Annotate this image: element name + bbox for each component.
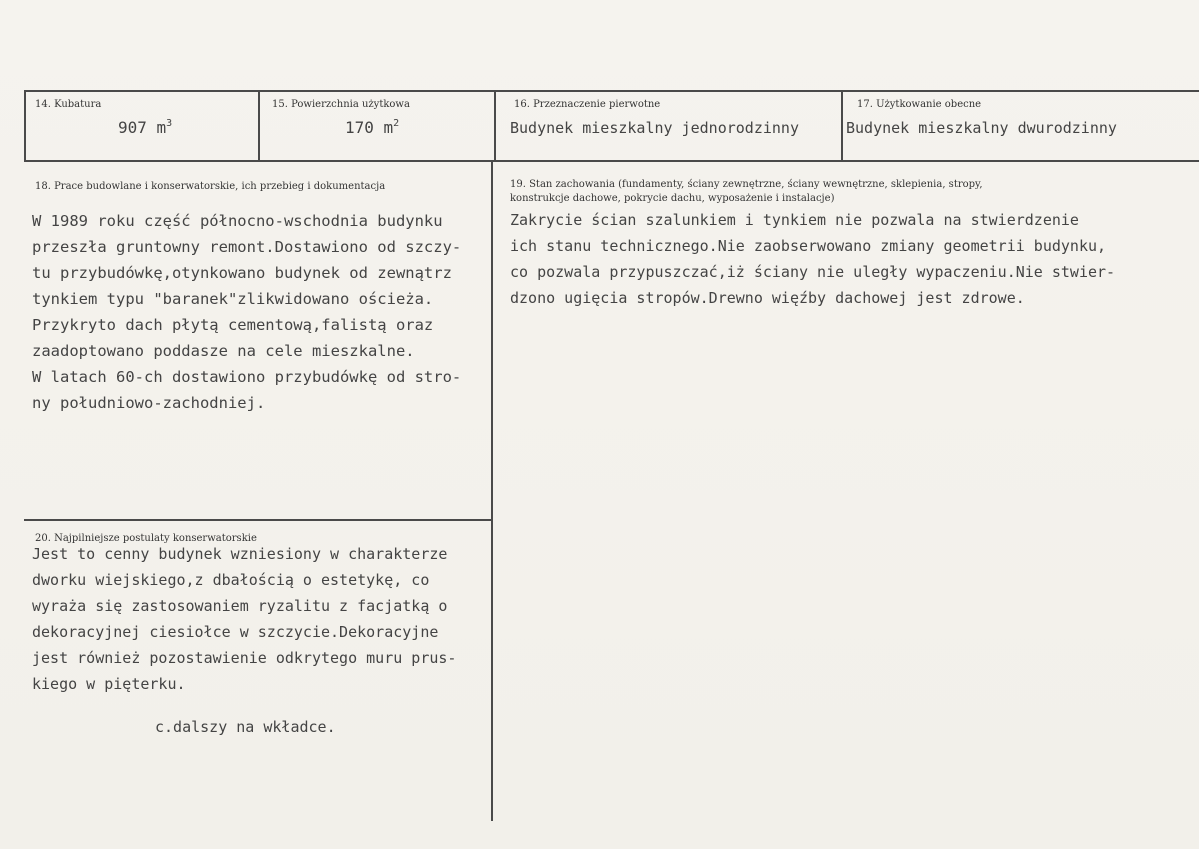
top-rule bbox=[24, 90, 1199, 92]
postulaty-line: dworku wiejskiego,z dbałością o estetykę, co bbox=[32, 571, 430, 589]
uzytkowanie-value: Budynek mieszkalny dwurodzinny bbox=[846, 119, 1117, 137]
powierzchnia-label: 15. Powierzchnia użytkowa bbox=[272, 99, 410, 110]
przeznaczenie-label: 16. Przeznaczenie pierwotne bbox=[514, 99, 661, 110]
col-divider-3 bbox=[841, 90, 843, 162]
powierzchnia-unit-exponent: 2 bbox=[393, 118, 400, 129]
stan-line: co pozwala przypuszczać,iż ściany nie uległy wypaczeniu.Nie stwier- bbox=[510, 263, 1116, 281]
postulaty-line: Jest to cenny budynek wzniesiony w charakterze bbox=[32, 545, 448, 563]
stan-line: Zakrycie ścian szalunkiem i tynkiem nie pozwala na stwierdzenie bbox=[510, 211, 1079, 229]
postulaty-label: 20. Najpilniejsze postulaty konserwatorskie bbox=[35, 533, 257, 544]
postulaty-line: wyraża się zastosowaniem ryzalitu z facjatką o bbox=[32, 597, 448, 615]
left-border bbox=[24, 90, 26, 162]
kubatura-number: 907 m bbox=[118, 118, 167, 137]
continuation-note: c.dalszy na wkładce. bbox=[155, 718, 336, 736]
kubatura-label: 14. Kubatura bbox=[35, 99, 102, 110]
prace-line: Przykryto dach płytą cementową,falistą oraz bbox=[32, 316, 434, 334]
col-divider-1 bbox=[258, 90, 260, 162]
postulaty-text bbox=[32, 541, 456, 697]
prace-line: ny południowo-zachodniej. bbox=[32, 394, 266, 412]
prace-text bbox=[32, 208, 461, 416]
kubatura-unit-exponent: 3 bbox=[166, 118, 173, 129]
powierzchnia-number: 170 m bbox=[345, 118, 394, 137]
postulaty-line: kiego w pięterku. bbox=[32, 675, 186, 693]
prace-line: W latach 60-ch dostawiono przybudówkę od stro- bbox=[32, 368, 462, 386]
przeznaczenie-value: Budynek mieszkalny jednorodzinny bbox=[510, 119, 799, 137]
postulaty-line: jest również pozostawienie odkrytego muru prus- bbox=[32, 649, 457, 667]
stan-line: ich stanu technicznego.Nie zaobserwowano zmiany geometrii budynku, bbox=[510, 237, 1107, 255]
prace-line: przeszła gruntowny remont.Dostawiono od szczy- bbox=[32, 238, 462, 256]
prace-line: tynkiem typu "baranek"zlikwidowano ościeża. bbox=[32, 290, 434, 308]
prace-line: W 1989 roku część północno-wschodnia budynku bbox=[32, 212, 443, 230]
prace-line: tu przybudówkę,otynkowano budynek od zewnątrz bbox=[32, 264, 452, 282]
row-divider-2 bbox=[24, 519, 492, 521]
stan-line: dzono ugięcia stropów.Drewno więźby dachowej jest zdrowe. bbox=[510, 289, 1025, 307]
row-divider-1 bbox=[24, 160, 1199, 162]
col-divider-2 bbox=[494, 90, 496, 162]
prace-line: zaadoptowano poddasze na cele mieszkalne. bbox=[32, 342, 415, 360]
center-divider bbox=[491, 161, 493, 821]
stan-text bbox=[510, 207, 1115, 311]
stan-label-line1: 19. Stan zachowania (fundamenty, ściany zewnętrzne, ściany wewnętrzne, sklepienia, stropy, bbox=[510, 179, 983, 190]
postulaty-line: dekoracyjnej ciesiołce w szczycie.Dekoracyjne bbox=[32, 623, 439, 641]
uzytkowanie-label: 17. Użytkowanie obecne bbox=[857, 99, 982, 110]
powierzchnia-value bbox=[345, 118, 399, 137]
prace-label: 18. Prace budowlane i konserwatorskie, ich przebieg i dokumentacja bbox=[35, 181, 386, 192]
kubatura-value bbox=[118, 118, 172, 137]
stan-label-line2: konstrukcje dachowe, pokrycie dachu, wyposażenie i instalacje) bbox=[510, 193, 835, 204]
